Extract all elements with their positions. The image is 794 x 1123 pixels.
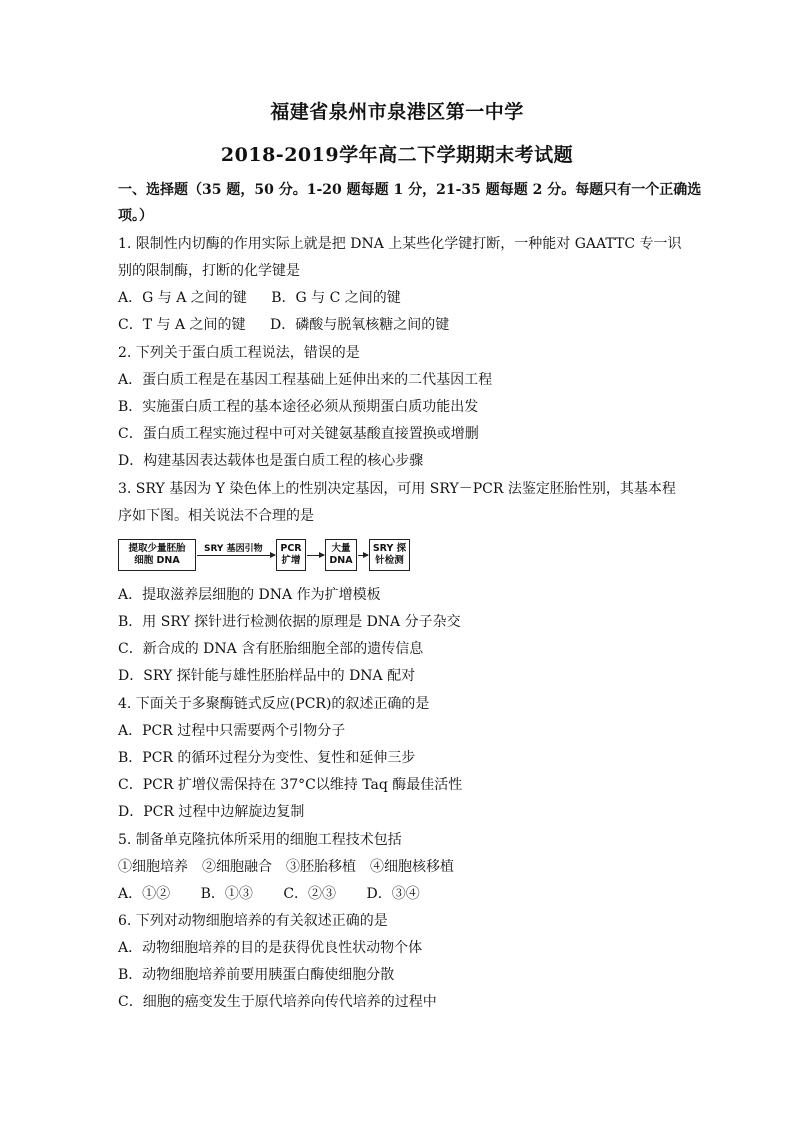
flow-box-extract-dna: 提取少量胚胎 细胞 DNA xyxy=(118,539,196,571)
q6-option-a: A．动物细胞培养的目的是获得优良性状动物个体 xyxy=(118,940,423,956)
q3-option-b: B．用 SRY 探针进行检测依据的原理是 DNA 分子杂交 xyxy=(118,614,461,630)
q5-options xyxy=(118,885,420,903)
q6-option-c: C．细胞的癌变发生于原代培养向传代培养的过程中 xyxy=(118,994,437,1010)
school-title: 福建省泉州市泉港区第一中学 xyxy=(270,101,524,123)
q4-option-a: A．PCR 过程中只需要两个引物分子 xyxy=(118,723,346,739)
exam-title: 2018-2019学年高二下学期期末考试题 xyxy=(220,144,574,166)
q1-stem-line2: 别的限制酶，打断的化学键是 xyxy=(118,263,300,279)
q1-options-cd xyxy=(118,316,449,334)
q2-option-a: A．蛋白质工程是在基因工程基础上延伸出来的二代基因工程 xyxy=(118,372,493,388)
flow-box-probe: SRY 探 针检测 xyxy=(369,539,410,571)
q3-stem-line2: 序如下图。相关说法不合理的是 xyxy=(118,508,314,524)
q5-option-b: B．①③ xyxy=(200,886,253,902)
q5-option-d: D．③④ xyxy=(366,886,420,902)
q4-option-d: D．PCR 过程中边解旋边复制 xyxy=(118,804,305,820)
section-heading-line1: 一、选择题（35 题，50 分。1-20 题每题 1 分，21-35 题每题 2 分。每题只有一个正确选 xyxy=(118,182,702,198)
sry-pcr-flowchart xyxy=(118,539,410,571)
q2-option-d: D．构建基因表达载体也是蛋白质工程的核心步骤 xyxy=(118,453,424,469)
q2-option-c: C．蛋白质工程实施过程中可对关键氨基酸直接置换或增删 xyxy=(118,426,479,442)
flow-arrow-3 xyxy=(358,555,368,556)
q1-options-ab xyxy=(118,289,401,307)
q2-stem: 2. 下列关于蛋白质工程说法，错误的是 xyxy=(118,345,360,361)
section-heading-line2: 项。） xyxy=(118,208,153,224)
flow-box-dna: 大量 DNA xyxy=(325,539,357,571)
q3-option-a: A．提取滋养层细胞的 DNA 作为扩增模板 xyxy=(118,587,381,603)
q1-option-a: A．G 与 A 之间的键 xyxy=(118,290,247,306)
q5-option-a: A．①② xyxy=(118,886,171,902)
flow-arrow-label-primer: SRY 基因引物 xyxy=(204,544,263,554)
q6-option-b: B．动物细胞培养前要用胰蛋白酶使细胞分散 xyxy=(118,967,395,983)
q5-option-c: C．②③ xyxy=(283,886,337,902)
q6-stem: 6. 下列对动物细胞培养的有关叙述正确的是 xyxy=(118,913,388,929)
q5-items: ①细胞培养 ②细胞融合 ③胚胎移植 ④细胞核移植 xyxy=(118,859,454,875)
q5-stem: 5. 制备单克隆抗体所采用的细胞工程技术包括 xyxy=(118,832,402,848)
q1-stem-line1: 1. 限制性内切酶的作用实际上就是把 DNA 上某些化学键打断，一种能对 GAATTC 专一识 xyxy=(118,236,682,252)
flow-arrow-2 xyxy=(307,555,324,556)
flow-arrow-1 xyxy=(197,555,275,556)
q3-option-d: D．SRY 探针能与雄性胚胎样品中的 DNA 配对 xyxy=(118,668,416,684)
q3-stem-line1: 3. SRY 基因为 Y 染色体上的性别决定基因，可用 SRY－PCR 法鉴定胚胎性别，其基本程 xyxy=(118,481,676,497)
q1-option-d: D．磷酸与脱氧核糖之间的键 xyxy=(269,317,450,333)
flow-box-pcr: PCR 扩增 xyxy=(276,539,306,571)
q4-stem: 4. 下面关于多聚酶链式反应(PCR)的叙述正确的是 xyxy=(118,696,430,712)
q4-option-c: C．PCR 扩增仪需保持在 37°C以维持 Taq 酶最佳活性 xyxy=(118,777,463,793)
q2-option-b: B．实施蛋白质工程的基本途径必须从预期蛋白质功能出发 xyxy=(118,399,479,415)
q4-option-b: B．PCR 的循环过程分为变性、复性和延伸三步 xyxy=(118,750,416,766)
q3-option-c: C．新合成的 DNA 含有胚胎细胞全部的遗传信息 xyxy=(118,641,424,657)
q1-option-c: C．T 与 A 之间的键 xyxy=(118,317,246,333)
q1-option-b: B．G 与 C 之间的键 xyxy=(271,290,401,306)
